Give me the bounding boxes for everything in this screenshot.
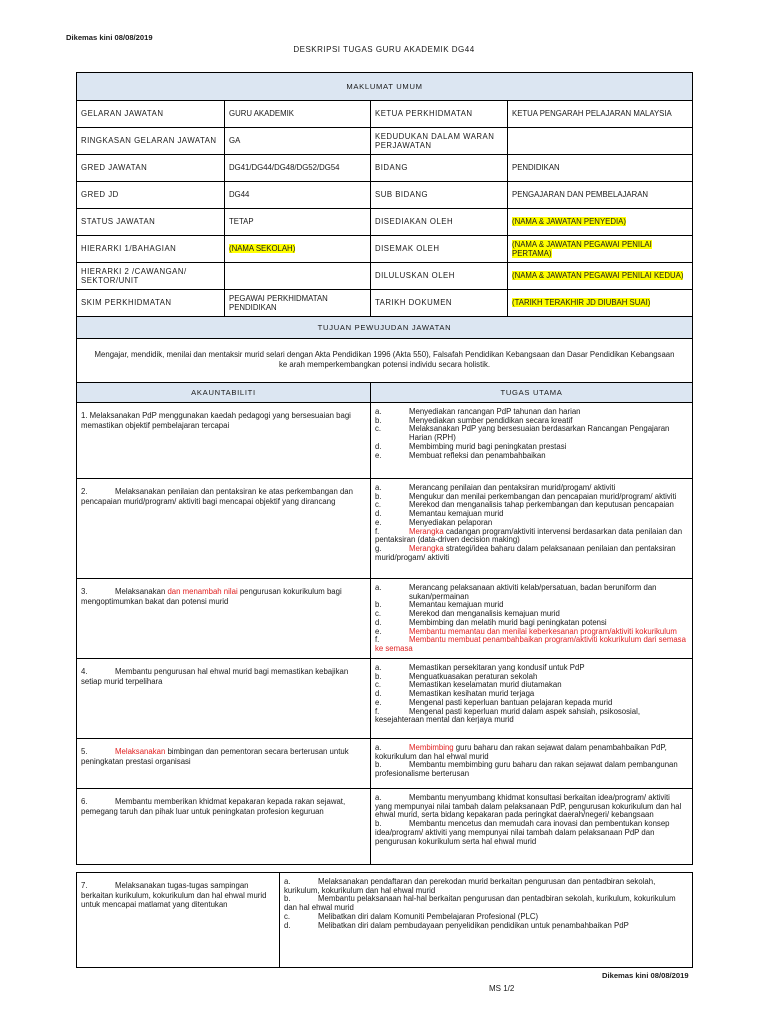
field-value: DG41/DG44/DG48/DG52/DG54 <box>225 155 371 182</box>
field-label: DILULUSKAN OLEH <box>371 263 508 290</box>
field-value: PENGAJARAN DAN PEMBELAJARAN <box>508 182 693 209</box>
field-label: SKIM PERKHIDMATAN <box>77 290 225 317</box>
accountability-text: 7. Melaksanakan tugas-tugas sampingan berkaitan kurikulum, kokurikulum dan hal ehwal murid untuk mencapai matlamat yang ditentukan <box>77 873 280 968</box>
accountability-text: 4. Membantu pengurusan hal ehwal murid bagi memastikan kebajikan setiap murid terpelihara <box>77 659 371 739</box>
duty-item: e. Menyediakan pelaporan <box>375 517 493 527</box>
field-value <box>508 209 693 236</box>
accountability-row <box>77 479 693 579</box>
duties-list <box>371 479 693 579</box>
field-label: GELARAN JAWATAN <box>77 101 225 128</box>
field-value <box>225 236 371 263</box>
revised-text: Merangka <box>409 526 444 536</box>
field-label: DISEDIAKAN OLEH <box>371 209 508 236</box>
duties-list <box>371 789 693 865</box>
accountability-row <box>77 873 693 968</box>
duty-item: b. Membantu membimbing guru baharu dan rakan sejawat dalam pembangunan profesionalisme berterusan <box>375 760 678 779</box>
revised-text: dan menambah nilai <box>167 587 238 596</box>
duty-item: a. Membimbing guru baharu dan rakan sejawat dalam penambahbaikan PdP, kokurikulum dan hal ehwal murid <box>375 743 667 761</box>
field-value: GA <box>225 128 371 155</box>
field-label: TARIKH DOKUMEN <box>371 290 508 317</box>
duty-item: a. Menyediakan rancangan PdP tahunan dan harian <box>375 407 581 416</box>
field-value <box>508 128 693 155</box>
info-row <box>77 101 693 128</box>
duty-item: a. Merancang penilaian dan pentaksiran murid/progam/ aktiviti <box>375 483 616 492</box>
accountability-row <box>77 739 693 789</box>
field-label: RINGKASAN GELARAN JAWATAN <box>77 128 225 155</box>
duty-item: c. Memastikan keselamatan murid diutamakan <box>375 680 562 690</box>
job-description-table-continued <box>76 872 693 968</box>
field-label: HIERARKI 2 /CAWANGAN/ SEKTOR/UNIT <box>77 263 225 290</box>
field-value: DG44 <box>225 182 371 209</box>
info-row <box>77 209 693 236</box>
duty-item: g. Merangka strategi/idea baharu dalam pelaksanaan penilaian dan pentaksiran murid/progam/ aktiviti <box>375 544 676 562</box>
field-label: GRED JD <box>77 182 225 209</box>
placeholder-highlight: (NAMA SEKOLAH) <box>229 244 296 254</box>
field-label: HIERARKI 1/BAHAGIAN <box>77 236 225 263</box>
duty-item: d. Melibatkan diri dalam pembudayaan penyelidikan pendidikan untuk penambahbaikan PdP <box>284 920 629 930</box>
placeholder-highlight: (NAMA & JAWATAN PEGAWAI PENILAI KEDUA) <box>512 271 684 281</box>
field-value <box>225 263 371 290</box>
section-heading-tujuan: TUJUAN PEWUJUDAN JAWATAN <box>77 317 693 339</box>
field-value <box>508 236 693 263</box>
field-label: KETUA PERKHIDMATAN <box>371 101 508 128</box>
duty-item: b. Membantu mencetus dan memudah cara inovasi dan pembentukan konsep idea/program/ aktiviti yang mempunyai nilai tambah dalam pelaksanaan PdP dan pengurusan kokurikulum serta hal ehwal murid <box>375 819 670 846</box>
revised-text: Membantu memantau dan menilai keberkesanan program/aktiviti kokurikulum <box>409 626 677 636</box>
placeholder-highlight: (NAMA & JAWATAN PEGAWAI PENILAI PERTAMA) <box>512 239 652 258</box>
top-update-date: Dikemas kini 08/08/2019 <box>66 33 153 42</box>
duty-item: f. Merangka cadangan program/aktiviti intervensi berdasarkan data penilaian dan pentaksiran (data-driven decision making) <box>375 526 683 545</box>
accountability-text: 1. Melaksanakan PdP menggunakan kaedah pedagogi yang bersesuaian bagi memastikan objektif pembelajaran tercapai <box>77 403 371 479</box>
duty-item: c. Melibatkan diri dalam Komuniti Pembelajaran Profesional (PLC) <box>284 911 539 921</box>
placeholder-highlight: (NAMA & JAWATAN PENYEDIA) <box>512 217 626 227</box>
accountability-text: 2. Melaksanakan penilaian dan pentaksiran ke atas perkembangan dan pencapaian murid/program/ aktiviti bagi mencapai objektif yang dirancang <box>77 479 371 579</box>
field-label: STATUS JAWATAN <box>77 209 225 236</box>
duty-item: a. Membantu menyumbang khidmat konsultasi berkaitan idea/program/ aktiviti yang mempunyai nilai tambah dalam pelaksanaan PdP, pengurusan kokurikulum dan hal ehwal murid, serta bidang kepakaran pada peringkat daerah/negeri/ kebangsaan <box>375 793 682 820</box>
duty-item: e. Mengenal pasti keperluan bantuan pelajaran kepada murid <box>375 697 613 707</box>
duties-list <box>280 873 693 968</box>
duty-item: c. Merekod dan menganalisis tahap perkembangan dan keputusan pencapaian <box>375 500 674 510</box>
duty-item: d. Memantau kemajuan murid <box>375 509 504 519</box>
field-label: DISEMAK OLEH <box>371 236 508 263</box>
duty-item: b. Menyediakan sumber pendidikan secara kreatif <box>375 415 573 425</box>
page-number: MS 1/2 <box>489 984 515 993</box>
duty-item: d. Membimbing dan melatih murid bagi peningkatan potensi <box>375 617 607 627</box>
info-row <box>77 263 693 290</box>
job-description-table <box>76 72 693 865</box>
duty-item: c. Merekod dan menganalisis kemajuan murid <box>375 609 560 619</box>
field-value <box>508 263 693 290</box>
accountability-text: 6. Membantu memberikan khidmat kepakaran kepada rakan sejawat, pemegang taruh dan pihak luar untuk peningkatan profesion keguruan <box>77 789 371 865</box>
field-label: KEDUDUKAN DALAM WARAN PERJAWATAN <box>371 128 508 155</box>
duty-item: b. Membantu pelaksanaan hal-hal berkaitan pengurusan dan pentadbiran sekolah, kurikulum, kokurikulum dan hal ehwal murid <box>284 894 676 913</box>
revised-text: Merangka <box>409 544 444 554</box>
field-label: GRED JAWATAN <box>77 155 225 182</box>
info-row <box>77 128 693 155</box>
duty-item: a. Memastikan persekitaran yang kondusif untuk PdP <box>375 663 585 672</box>
field-label: SUB BIDANG <box>371 182 508 209</box>
field-value: TETAP <box>225 209 371 236</box>
accountability-text: 3. Melaksanakan dan menambah nilai pengurusan kokurikulum bagi mengoptimumkan bakat dan potensi murid <box>77 579 371 659</box>
duties-list <box>371 659 693 739</box>
info-row <box>77 236 693 263</box>
revised-text: Membimbing <box>409 743 454 752</box>
duties-list <box>371 579 693 659</box>
duty-item: a. Merancang pelaksanaan aktiviti kelab/persatuan, badan beruniform dan sukan/permainan <box>375 583 657 601</box>
duty-item: e. Membantu memantau dan menilai keberkesanan program/aktiviti kokurikulum <box>375 628 688 637</box>
duty-item: e. Membuat refleksi dan penambahbaikan <box>375 450 546 460</box>
field-value: PEGAWAI PERKHIDMATAN PENDIDIKAN <box>225 290 371 317</box>
duty-item: c. Melaksanakan PdP yang bersesuaian berdasarkan Rancangan Pengajaran Harian (RPH) <box>375 424 670 443</box>
duties-list <box>371 403 693 479</box>
field-value: GURU AKADEMIK <box>225 101 371 128</box>
field-label: BIDANG <box>371 155 508 182</box>
accountability-row <box>77 789 693 865</box>
field-value: KETUA PENGARAH PELAJARAN MALAYSIA <box>508 101 693 128</box>
duty-item: b. Mengukur dan menilai perkembangan dan pencapaian murid/program/ aktiviti <box>375 491 677 501</box>
duty-item: f. Membantu membuat penambahbaikan program/aktiviti kokurikulum dari semasa ke semasa <box>375 635 686 654</box>
info-row <box>77 182 693 209</box>
duty-item: d. Membimbing murid bagi peningkatan prestasi <box>375 441 567 451</box>
duty-item: a. Melaksanakan pendaftaran dan perekodan murid berkaitan pengurusan dan pentadbiran sekolah, kurikulum, kokurikulum dan hal ehwal murid <box>284 877 656 895</box>
field-value <box>508 290 693 317</box>
purpose-text: Mengajar, mendidik, menilai dan mentaksir murid selari dengan Akta Pendidikan 1996 (Akta 550), Falsafah Pendidikan Kebangsaan dan Dasar Pendidikan Kebangsaan ke arah memperkembangkan potensi individu secara holistik. <box>77 339 693 383</box>
footer-update-date: Dikemas kini 08/08/2019 <box>602 971 689 980</box>
section-heading-maklumat-umum: MAKLUMAT UMUM <box>77 73 693 101</box>
duty-item: d. Memastikan kesihatan murid terjaga <box>375 689 535 699</box>
accountability-row <box>77 579 693 659</box>
info-row <box>77 290 693 317</box>
document-title: DESKRIPSI TUGAS GURU AKADEMIK DG44 <box>293 45 475 54</box>
accountability-row <box>77 659 693 739</box>
field-value: PENDIDIKAN <box>508 155 693 182</box>
column-heading-akauntabiliti: AKAUNTABILITI <box>77 383 371 403</box>
revised-text: Membantu membuat penambahbaikan program/aktiviti kokurikulum dari semasa ke semasa <box>375 635 686 654</box>
duty-item: f. Mengenal pasti keperluan murid dalam aspek sahsiah, psikososial, kesejahteraan mental dan kerjaya murid <box>375 706 641 725</box>
info-row <box>77 155 693 182</box>
revised-text: Melaksanakan <box>115 747 166 756</box>
accountability-text: 5. Melaksanakan bimbingan dan pementoran secara berterusan untuk peningkatan prestasi organisasi <box>77 739 371 789</box>
duties-list <box>371 739 693 789</box>
placeholder-highlight: (TARIKH TERAKHIR JD DIUBAH SUAI) <box>512 298 651 308</box>
duty-item: b. Menguatkuasakan peraturan sekolah <box>375 671 538 681</box>
accountability-row <box>77 403 693 479</box>
duty-item: b. Memantau kemajuan murid <box>375 600 504 610</box>
column-heading-tugas-utama: TUGAS UTAMA <box>371 383 693 403</box>
